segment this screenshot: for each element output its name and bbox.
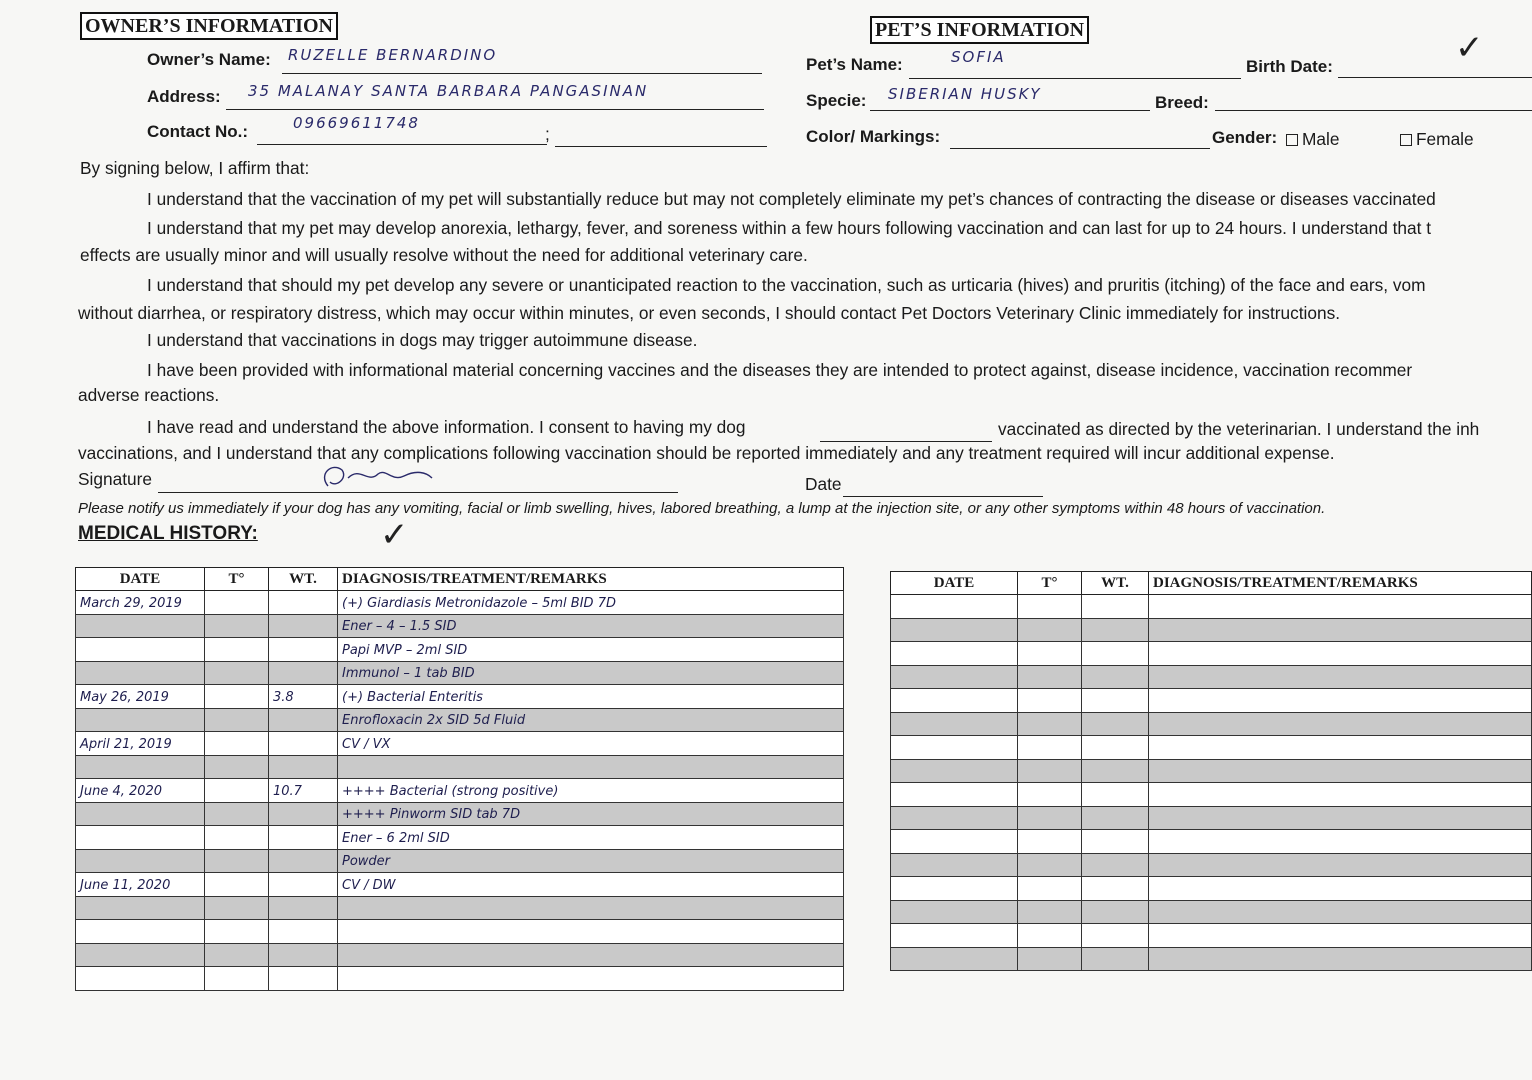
col-temp-right: T° (1018, 572, 1082, 595)
weight-cell[interactable] (269, 849, 338, 873)
remarks-cell-value: Powder (342, 854, 391, 870)
remarks-cell-value: Enrofloxacin 2x SID 5d Fluid (342, 713, 526, 729)
consent-p2b: effects are usually minor and will usually resolve without the need for additional veterinary care. (80, 245, 808, 265)
consent-p6a-1: I have read and understand the above information. I consent to having my dog (147, 417, 746, 437)
date-cell[interactable] (891, 806, 1018, 830)
weight-cell[interactable] (269, 591, 338, 615)
table-row (76, 826, 844, 850)
weight-cell[interactable] (1082, 853, 1149, 877)
owner-name-value: RUZELLE BERNARDINO (288, 46, 498, 64)
table-row (76, 849, 844, 873)
remarks-cell[interactable] (1149, 806, 1532, 830)
table-row (891, 689, 1532, 713)
weight-cell[interactable] (269, 638, 338, 662)
weight-cell[interactable] (269, 614, 338, 638)
weight-cell[interactable] (1082, 736, 1149, 760)
contact-label: Contact No.: (147, 122, 249, 141)
female-label: Female (1416, 129, 1474, 149)
remarks-cell[interactable] (338, 849, 844, 873)
remarks-cell[interactable] (338, 732, 844, 756)
weight-cell[interactable] (1082, 830, 1149, 854)
remarks-cell[interactable] (338, 896, 844, 920)
temp-cell[interactable] (205, 873, 269, 897)
remarks-cell[interactable] (338, 802, 844, 826)
pet-info-heading: PET’S INFORMATION (870, 16, 1089, 44)
weight-cell[interactable] (269, 873, 338, 897)
remarks-cell[interactable] (1149, 830, 1532, 854)
remarks-cell-value: CV / VX (342, 736, 391, 752)
date-cell[interactable] (76, 826, 205, 850)
table-row (76, 661, 844, 685)
temp-cell[interactable] (1018, 595, 1082, 619)
remarks-cell[interactable] (1149, 947, 1532, 971)
date-cell-value: June 11, 2020 (80, 877, 171, 893)
weight-cell[interactable] (269, 685, 338, 709)
temp-cell[interactable] (205, 732, 269, 756)
remarks-cell-value: Immunol – 1 tab BID (342, 666, 475, 682)
date-cell[interactable] (891, 830, 1018, 854)
date-cell[interactable] (76, 755, 205, 779)
consent-p6a-2: vaccinated as directed by the veterinarian. I understand the inh (998, 419, 1480, 439)
date-label: Date (805, 474, 842, 494)
remarks-cell[interactable] (338, 614, 844, 638)
date-cell[interactable] (891, 759, 1018, 783)
table-row (76, 896, 844, 920)
temp-cell[interactable] (205, 755, 269, 779)
temp-cell[interactable] (205, 591, 269, 615)
date-cell[interactable] (76, 708, 205, 732)
date-cell[interactable] (891, 689, 1018, 713)
remarks-cell[interactable] (1149, 618, 1532, 642)
table-row (76, 755, 844, 779)
table-row (76, 708, 844, 732)
birth-date-field[interactable] (1338, 55, 1532, 78)
consent-p4: I understand that vaccinations in dogs may trigger autoimmune disease. (147, 330, 698, 350)
temp-cell[interactable] (1018, 877, 1082, 901)
date-field[interactable] (843, 474, 1043, 497)
table-row (891, 618, 1532, 642)
table-row (76, 802, 844, 826)
temp-cell[interactable] (1018, 806, 1082, 830)
col-temp: T° (205, 568, 269, 591)
remarks-cell[interactable] (338, 661, 844, 685)
consent-intro: By signing below, I affirm that: (80, 158, 310, 178)
date-cell[interactable] (76, 685, 205, 709)
weight-cell[interactable] (269, 920, 338, 944)
weight-cell[interactable] (1082, 759, 1149, 783)
table-row (891, 759, 1532, 783)
address-value: 35 MALANAY SANTA BARBARA PANGASINAN (248, 82, 649, 100)
contact-value: 09669611748 (293, 114, 420, 132)
table-row (891, 642, 1532, 666)
contact-field-2[interactable] (555, 124, 767, 147)
specie-field[interactable] (870, 85, 1150, 111)
date-cell-value: March 29, 2019 (80, 595, 182, 611)
pet-name-value: SOFIA (951, 48, 1006, 66)
checkmark-icon-2: ✓ (380, 515, 409, 555)
color-label: Color/ Markings: (806, 127, 941, 146)
checkmark-icon: ✓ (1455, 28, 1484, 68)
date-cell[interactable] (76, 849, 205, 873)
remarks-cell[interactable] (338, 826, 844, 850)
breed-label: Breed: (1155, 93, 1209, 112)
date-cell[interactable] (891, 665, 1018, 689)
remarks-cell[interactable] (338, 755, 844, 779)
breed-field[interactable] (1215, 88, 1532, 111)
remarks-cell-value: ++++ Bacterial (strong positive) (342, 783, 559, 799)
consent-p2a: I understand that my pet may develop anorexia, lethargy, fever, and soreness within a few hours following vaccination and can last for up to 24 hours. I understand that t (147, 218, 1432, 238)
remarks-cell-value: (+) Giardiasis Metronidazole – 5ml BID 7D (342, 595, 616, 611)
remarks-cell[interactable] (1149, 642, 1532, 666)
date-cell[interactable] (891, 877, 1018, 901)
date-cell[interactable] (891, 595, 1018, 619)
table-row (76, 591, 844, 615)
temp-cell[interactable] (1018, 783, 1082, 807)
table-row (891, 712, 1532, 736)
table-row (76, 873, 844, 897)
temp-cell[interactable] (1018, 712, 1082, 736)
col-weight-right: WT. (1082, 572, 1149, 595)
temp-cell[interactable] (1018, 689, 1082, 713)
table-row (76, 920, 844, 944)
temp-cell[interactable] (205, 802, 269, 826)
weight-cell[interactable] (269, 896, 338, 920)
weight-cell[interactable] (269, 943, 338, 967)
remarks-cell[interactable] (1149, 665, 1532, 689)
date-cell[interactable] (76, 732, 205, 756)
temp-cell[interactable] (1018, 736, 1082, 760)
date-cell[interactable] (76, 873, 205, 897)
table-row (891, 806, 1532, 830)
color-field[interactable] (950, 126, 1210, 149)
date-cell[interactable] (891, 712, 1018, 736)
temp-cell[interactable] (1018, 900, 1082, 924)
pet-name-field[interactable] (909, 48, 1241, 79)
remarks-cell-value: Ener – 4 – 1.5 SID (342, 619, 457, 635)
weight-cell[interactable] (1082, 689, 1149, 713)
temp-cell[interactable] (205, 638, 269, 662)
remarks-cell[interactable] (338, 873, 844, 897)
table-row (891, 877, 1532, 901)
consent-p3a: I understand that should my pet develop any severe or unanticipated reaction to the vaccination, such as urticaria (hives) and pruritis (itching) of the face and ears, vom (147, 275, 1426, 295)
table-row (891, 924, 1532, 948)
temp-cell[interactable] (1018, 759, 1082, 783)
remarks-cell[interactable] (1149, 712, 1532, 736)
remarks-cell-value: Papi MVP – 2ml SID (342, 642, 468, 658)
temp-cell[interactable] (205, 685, 269, 709)
date-cell-value: April 21, 2019 (80, 736, 172, 752)
pet-name-label: Pet’s Name: (806, 55, 903, 74)
table-row (76, 732, 844, 756)
weight-cell[interactable] (269, 826, 338, 850)
weight-cell[interactable] (1082, 595, 1149, 619)
date-cell-value: May 26, 2019 (80, 689, 169, 705)
remarks-cell[interactable] (338, 638, 844, 662)
temp-cell[interactable] (1018, 853, 1082, 877)
remarks-cell[interactable] (1149, 853, 1532, 877)
owner-info-heading: OWNER’S INFORMATION (80, 12, 338, 40)
consent-p3b: without diarrhea, or respiratory distress, which may occur within minutes, or even seconds, I should contact Pet Doctors Veterinary Clinic immediately for instructions. (78, 303, 1341, 323)
birth-date-label: Birth Date: (1246, 57, 1333, 76)
weight-cell-value: 10.7 (273, 783, 302, 799)
temp-cell[interactable] (205, 896, 269, 920)
table-row (76, 685, 844, 709)
contact-separator: ; (545, 124, 550, 144)
date-cell[interactable] (891, 947, 1018, 971)
male-checkbox[interactable] (1286, 134, 1298, 146)
remarks-cell[interactable] (1149, 595, 1532, 619)
weight-cell[interactable] (1082, 877, 1149, 901)
table-row (891, 595, 1532, 619)
address-label: Address: (147, 87, 221, 106)
signature-label: Signature (78, 469, 152, 489)
date-cell[interactable] (891, 736, 1018, 760)
specie-label: Specie: (806, 91, 867, 110)
weight-cell[interactable] (1082, 618, 1149, 642)
date-cell[interactable] (76, 967, 205, 991)
col-remarks: DIAGNOSIS/TREATMENT/REMARKS (338, 568, 844, 591)
date-cell[interactable] (891, 618, 1018, 642)
date-cell[interactable] (76, 896, 205, 920)
table-row (76, 638, 844, 662)
col-remarks-right: DIAGNOSIS/TREATMENT/REMARKS (1149, 572, 1532, 595)
weight-cell[interactable] (1082, 783, 1149, 807)
date-cell[interactable] (76, 802, 205, 826)
weight-cell[interactable] (1082, 900, 1149, 924)
table-row (891, 853, 1532, 877)
table-row (891, 783, 1532, 807)
weight-cell[interactable] (269, 732, 338, 756)
remarks-cell-value: Ener – 6 2ml SID (342, 830, 450, 846)
col-date-right: DATE (891, 572, 1018, 595)
remarks-cell[interactable] (338, 920, 844, 944)
remarks-cell[interactable] (1149, 877, 1532, 901)
temp-cell[interactable] (205, 943, 269, 967)
gender-female-option[interactable] (1400, 129, 1474, 150)
temp-cell[interactable] (1018, 947, 1082, 971)
table-row (76, 943, 844, 967)
temp-cell[interactable] (205, 779, 269, 803)
date-cell[interactable] (76, 591, 205, 615)
temp-cell[interactable] (1018, 924, 1082, 948)
gender-male-option[interactable] (1286, 129, 1339, 150)
remarks-cell[interactable] (338, 967, 844, 991)
remarks-cell[interactable] (338, 779, 844, 803)
consent-p1: I understand that the vaccination of my pet will substantially reduce but may not completely eliminate my pet’s chances of contracting the disease or diseases vaccinated (147, 189, 1436, 209)
remarks-cell[interactable] (1149, 736, 1532, 760)
remarks-cell[interactable] (338, 943, 844, 967)
table-row (891, 736, 1532, 760)
weight-cell[interactable] (269, 802, 338, 826)
temp-cell[interactable] (1018, 642, 1082, 666)
consent-p5b: adverse reactions. (78, 385, 220, 405)
date-cell[interactable] (891, 853, 1018, 877)
table-row (76, 967, 844, 991)
temp-cell[interactable] (205, 661, 269, 685)
table-row (891, 900, 1532, 924)
table-row (76, 614, 844, 638)
vaccination-notice: Please notify us immediately if your dog has any vomiting, facial or limb swelling, hives, labored breathing, a lump at the injection site, or any other symptoms within 48 hours of vaccination. (78, 500, 1326, 517)
temp-cell[interactable] (1018, 665, 1082, 689)
signature-mark (308, 456, 438, 496)
table-row (76, 779, 844, 803)
date-cell[interactable] (76, 638, 205, 662)
medical-history-table-left (75, 567, 844, 991)
date-cell[interactable] (76, 779, 205, 803)
male-label: Male (1302, 129, 1340, 149)
remarks-cell-value: (+) Bacterial Enteritis (342, 689, 483, 705)
weight-cell[interactable] (269, 661, 338, 685)
table-row (891, 947, 1532, 971)
date-cell[interactable] (76, 661, 205, 685)
table-row (891, 665, 1532, 689)
remarks-cell[interactable] (1149, 783, 1532, 807)
owner-name-label: Owner’s Name: (147, 50, 271, 69)
contact-field[interactable] (257, 114, 547, 145)
medical-history-heading: MEDICAL HISTORY: (78, 523, 258, 544)
temp-cell[interactable] (205, 826, 269, 850)
weight-cell[interactable] (1082, 947, 1149, 971)
weight-cell[interactable] (1082, 642, 1149, 666)
medical-history-table-right (890, 571, 1532, 971)
temp-cell[interactable] (1018, 618, 1082, 642)
weight-cell[interactable] (1082, 712, 1149, 736)
remarks-cell[interactable] (1149, 924, 1532, 948)
date-cell[interactable] (76, 920, 205, 944)
remarks-cell[interactable] (1149, 689, 1532, 713)
date-cell-value: June 4, 2020 (80, 783, 163, 799)
specie-value: SIBERIAN HUSKY (888, 85, 1042, 103)
weight-cell[interactable] (269, 755, 338, 779)
date-cell[interactable] (76, 943, 205, 967)
date-cell[interactable] (76, 614, 205, 638)
date-cell[interactable] (891, 783, 1018, 807)
temp-cell[interactable] (205, 920, 269, 944)
weight-cell[interactable] (1082, 806, 1149, 830)
temp-cell[interactable] (205, 708, 269, 732)
col-weight: WT. (269, 568, 338, 591)
address-field[interactable] (226, 82, 764, 110)
remarks-cell[interactable] (338, 685, 844, 709)
female-checkbox[interactable] (1400, 134, 1412, 146)
gender-label: Gender: (1212, 128, 1278, 147)
temp-cell[interactable] (205, 614, 269, 638)
date-cell[interactable] (891, 924, 1018, 948)
weight-cell[interactable] (1082, 665, 1149, 689)
remarks-cell-value: CV / DW (342, 877, 396, 893)
temp-cell[interactable] (205, 967, 269, 991)
remarks-cell[interactable] (338, 591, 844, 615)
remarks-cell[interactable] (338, 708, 844, 732)
temp-cell[interactable] (205, 849, 269, 873)
weight-cell[interactable] (269, 779, 338, 803)
consent-p6b: vaccinations, and I understand that any complications following vaccination should be reported immediately and any treatment required will incur additional expense. (78, 443, 1335, 463)
remarks-cell[interactable] (1149, 759, 1532, 783)
weight-cell[interactable] (1082, 924, 1149, 948)
date-cell[interactable] (891, 642, 1018, 666)
col-date: DATE (76, 568, 205, 591)
remarks-cell[interactable] (1149, 900, 1532, 924)
consent-p5a: I have been provided with informational material concerning vaccines and the diseases they are intended to protect against, disease incidence, vaccination recommer (147, 360, 1413, 380)
weight-cell[interactable] (269, 967, 338, 991)
signature-field[interactable] (158, 470, 678, 493)
weight-cell[interactable] (269, 708, 338, 732)
dog-name-field[interactable] (820, 419, 992, 442)
remarks-cell-value: ++++ Pinworm SID tab 7D (342, 807, 521, 823)
temp-cell[interactable] (1018, 830, 1082, 854)
weight-cell-value: 3.8 (273, 689, 294, 705)
owner-name-field[interactable] (282, 46, 762, 74)
table-row (891, 830, 1532, 854)
date-cell[interactable] (891, 900, 1018, 924)
